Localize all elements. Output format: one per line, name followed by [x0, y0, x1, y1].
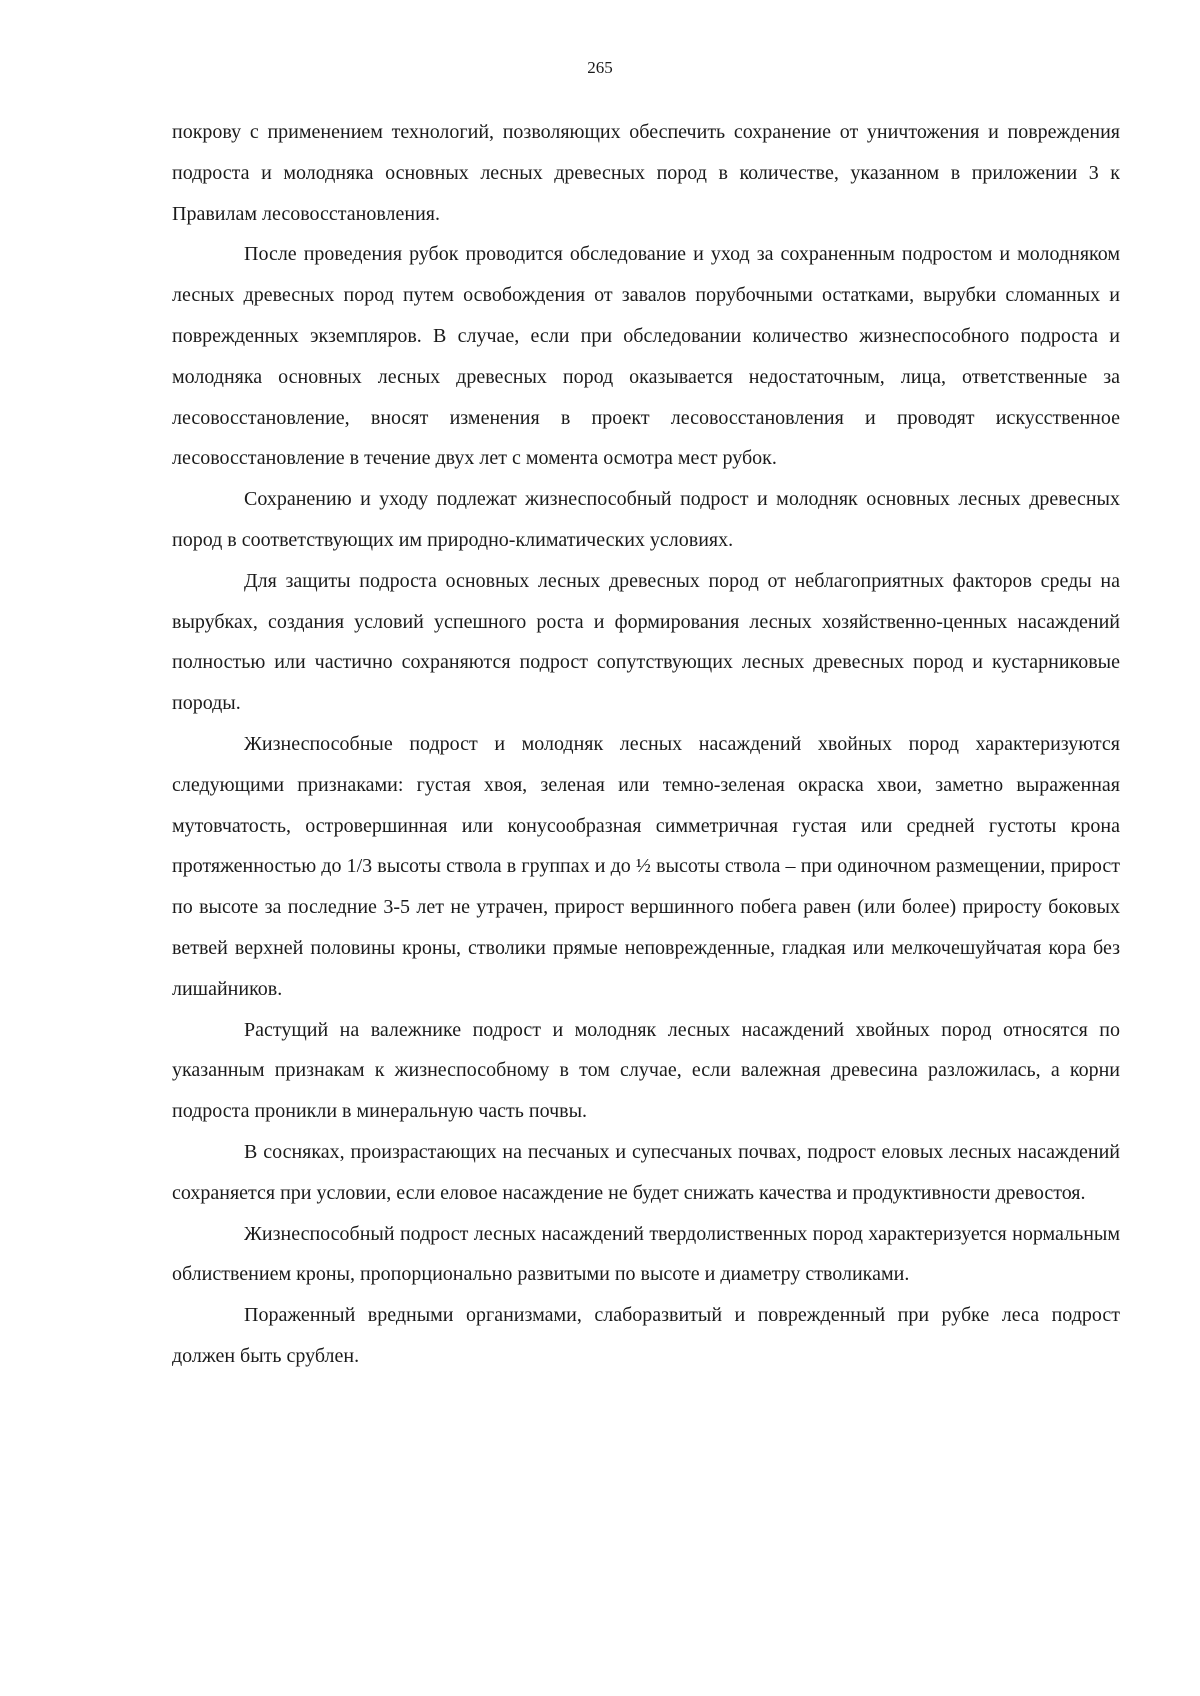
document-body [172, 112, 1120, 1377]
paragraph: Сохранению и уходу подлежат жизнеспособный подрост и молодняк основных лесных древесных пород в соответствующих им природно-климатических условиях. [172, 488, 1120, 551]
paragraph: Для защиты подроста основных лесных древесных пород от неблагоприятных факторов среды на вырубках, создания условий успешного роста и формирования лесных хозяйственно-ценных насаждений полностью или частично сохраняются подрост сопутствующих лесных древесных пород и кустарниковые породы. [172, 569, 1120, 715]
paragraph: Пораженный вредными организмами, слаборазвитый и поврежденный при рубке леса подрост должен быть срублен. [172, 1304, 1120, 1367]
paragraph: Жизнеспособные подрост и молодняк лесных насаждений хвойных пород характеризуются следующими признаками: густая хвоя, зеленая или темно-зеленая окраска хвои, заметно выраженная мутовчатость, островершинная или конусообразная симметричная густая или средней густоты крона протяженностью до 1/3 высоты ствола в группах и до ½ высоты ствола – при одиночном размещении, прирост по высоте за последние 3-5 лет не утрачен, прирост вершинного побега равен (или более) приросту боковых ветвей верхней половины кроны, стволики прямые неповрежденные, гладкая или мелкочешуйчатая кора без лишайников. [172, 732, 1120, 1000]
paragraph: После проведения рубок проводится обследование и уход за сохраненным подростом и молодняком лесных древесных пород путем освобождения от завалов порубочными остатками, вырубки сломанных и поврежденных экземпляров. В случае, если при обследовании количество жизнеспособного подроста и молодняка основных лесных древесных пород оказывается недостаточным, лица, ответственные за лесовосстановление, вносят изменения в проект лесовосстановления и проводят искусственное лесовосстановление в течение двух лет с момента осмотра мест рубок. [172, 243, 1120, 470]
paragraph: Растущий на валежнике подрост и молодняк лесных насаждений хвойных пород относятся по указанным признакам к жизнеспособному в том случае, если валежная древесина разложилась, а корни подроста проникли в минеральную часть почвы. [172, 1018, 1120, 1123]
paragraph: В сосняках, произрастающих на песчаных и супесчаных почвах, подрост еловых лесных насаждений сохраняется при условии, если еловое насаждение не будет снижать качества и продуктивности древостоя. [172, 1140, 1120, 1204]
paragraph: покрову с применением технологий, позволяющих обеспечить сохранение от уничтожения и повреждения подроста и молодняка основных лесных древесных пород в количестве, указанном в приложении 3 к Правилам лесовосстановления. [172, 121, 1120, 225]
page-number: 265 [587, 58, 613, 77]
paragraph: Жизнеспособный подрост лесных насаждений твердолиственных пород характеризуется нормальным облиствением кроны, пропорционально развитыми по высоте и диаметру стволиками. [172, 1222, 1120, 1286]
